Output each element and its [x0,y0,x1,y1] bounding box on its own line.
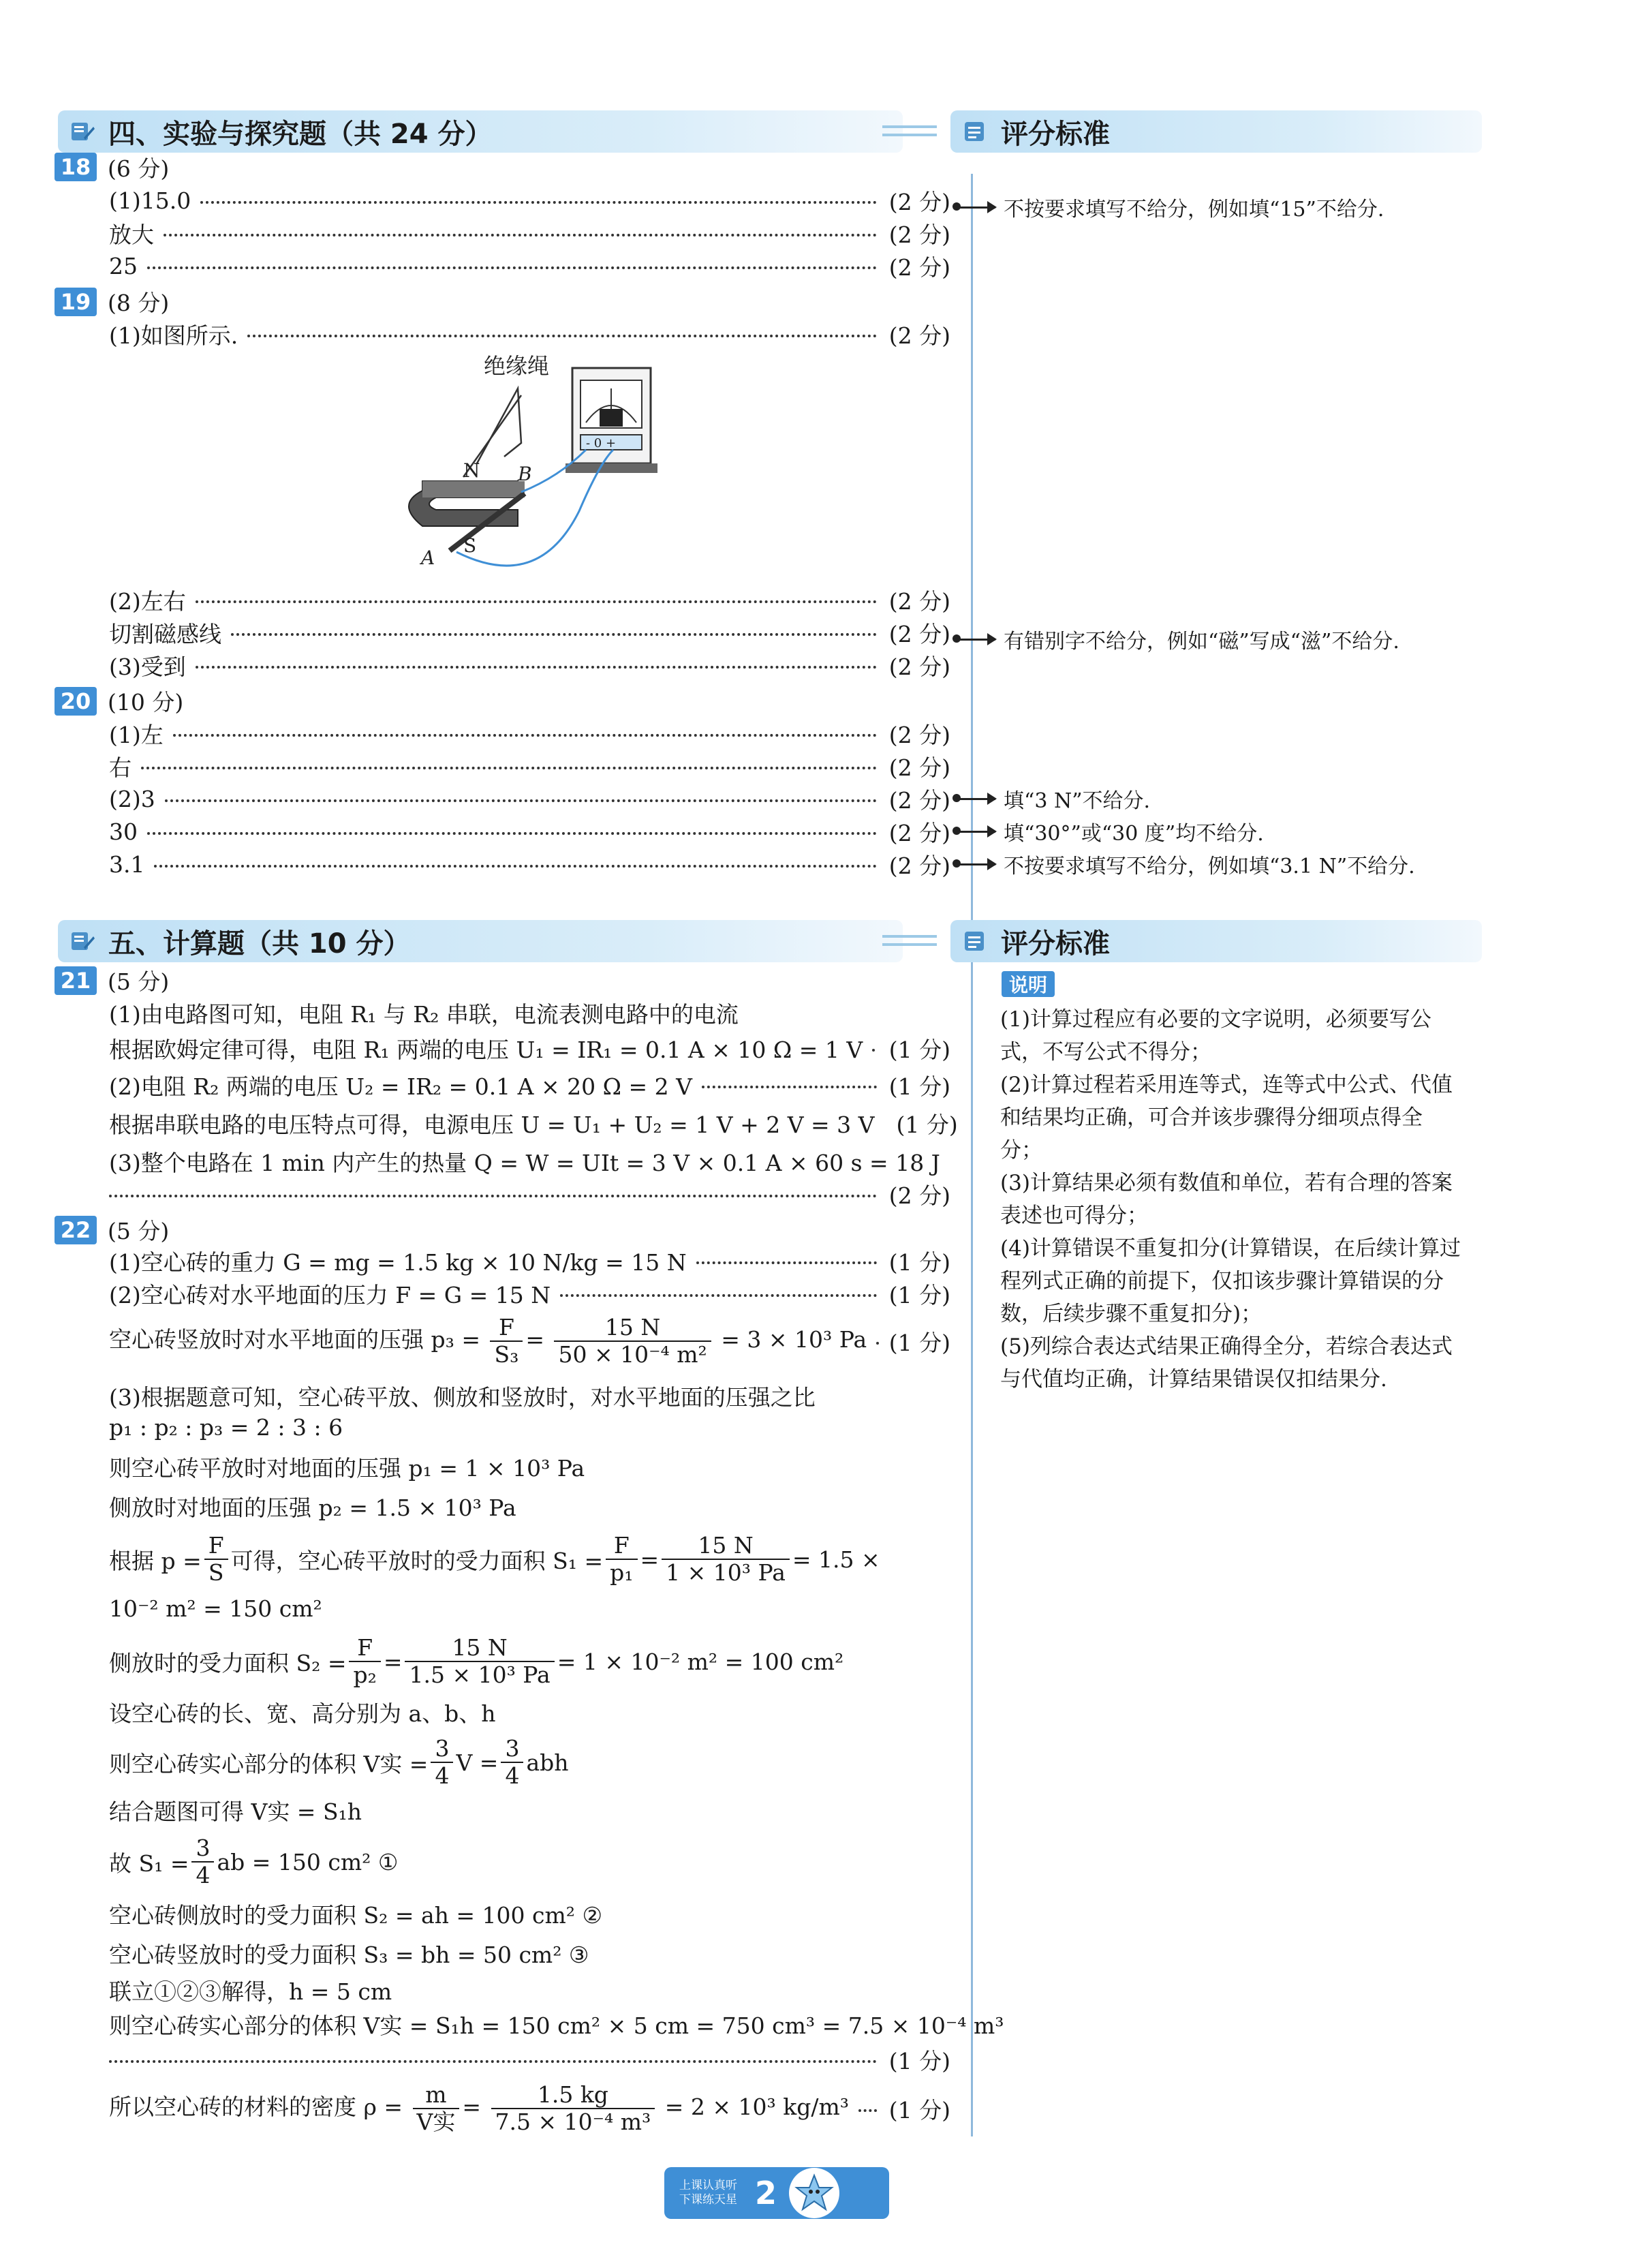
solution-line [109,2043,950,2076]
answer-line [109,184,950,217]
rule-item: (1)计算过程应有必要的文字说明，必须要写公式，不写公式不得分； [1000,1007,1431,1064]
dot-leader [702,1086,877,1088]
note-text: 不按要求填写不给分，例如填“3.1 N”不给分. [1004,855,1415,878]
dot-leader [164,234,877,236]
text-part: 根据 p = [109,1547,202,1574]
solution-line [109,1277,950,1310]
question-points: (8 分) [108,289,170,316]
fraction [349,1635,380,1688]
numerator: 3 [191,1835,214,1863]
question-number: 20 [55,687,97,716]
text-part: 侧放时的受力面积 S₂ = [109,1649,347,1676]
note-tag: 说明 [1002,971,1055,997]
column-divider [971,174,973,2136]
denominator: 1 × 10³ Pa [666,1559,786,1586]
arrow-icon [957,798,995,800]
text-part: 故 S₁ = [109,1850,189,1877]
solution-line: (3)整个电路在 1 min 内产生的热量 Q = W = UIt = 3 V × 0.1 A × 60 s = 18 J [109,1149,940,1176]
clipboard-icon [963,120,987,143]
question-number: 22 [55,1216,97,1244]
dot-leader [858,2109,877,2112]
rules-title: 评分标准 [1001,928,1110,960]
solution-line: 侧放时对地面的压强 p₂ = 1.5 × 10³ Pa [109,1494,516,1521]
divider-dash [882,134,937,136]
solution-line [109,2076,950,2141]
question-number: 21 [55,966,97,995]
answer-line [109,249,950,282]
figure-label-s: S [463,534,477,557]
rule-item: (3)计算结果必须有数值和单位，若有合理的答案表述也可得分； [1000,1171,1453,1228]
score: (2 分) [888,819,950,846]
solution-text: 根据欧姆定律可得，电阻 R₁ 两端的电压 U₁ = IR₁ = 0.1 A × 10 Ω = 1 V [109,1036,863,1063]
answer-text: 放大 [109,221,154,248]
solution-line: 空心砖竖放时的受力面积 S₃ = bh = 50 cm² ③ [109,1941,589,1968]
dot-leader [147,832,877,835]
solution-line: 侧放时的受力面积 S₂ = $\frac{F}{\text{p₂}}$ = $\frac{15 N}{\text{1.5 × 10³ Pa}}$ = 1 × 10⁻² m² = 100 cm² [109,1634,844,1688]
solution-line [109,1107,958,1139]
score: (2 分) [888,721,950,748]
svg-text:- 0 +: - 0 + [586,436,617,450]
solution-line [109,1730,569,1795]
solution-text: (2)空心砖对水平地面的压力 F = G = 15 N [109,1281,551,1308]
denominator: p₂ [353,1661,377,1688]
solution-line: 结合题图可得 V实 = S₁h [109,1798,362,1825]
denominator: S [208,1559,224,1586]
text-part: ab = 150 cm² ① [217,1848,399,1875]
dot-leader [109,2060,877,2063]
solution-line [109,1032,950,1064]
dot-leader [696,1261,877,1264]
page-footer [664,2167,889,2219]
denominator: 7.5 × 10⁻⁴ m³ [495,2109,651,2135]
question-number: 19 [55,288,97,316]
solution-line: 空心砖侧放时的受力面积 S₂ = ah = 100 cm² ② [109,1901,603,1929]
solution-text: 空心砖竖放时对水平地面的压强 p₃ = $\frac{F}{\text{S₃}}$ = $\frac{15 N}{\text{50 × 10⁻⁴ m²}}$ = 3 × 10³ Pa [109,1314,867,1368]
star-mascot-icon [794,2173,835,2213]
page-number: 2 [755,2175,777,2211]
text-part: 可得，空心砖平放时的受力面积 S₁ = [230,1547,604,1574]
grading-note [957,782,1150,815]
pencil-note-icon [70,120,95,143]
question-points: (6 分) [108,155,170,182]
section-5-title: 五、计算题（共 10 分） [108,928,411,960]
answer-line [109,782,950,815]
score: (1 分) [888,1036,950,1063]
fraction [204,1533,228,1586]
score: (2 分) [888,254,950,281]
numerator: 15 N [554,1315,711,1342]
solution-line [109,1069,950,1101]
solution-line: 则空心砖实心部分的体积 V实 = S₁h = 150 cm² × 5 cm = 750 cm³ = 7.5 × 10⁻⁴ m³ [109,2012,1004,2039]
denominator: S₃ [494,1341,519,1368]
score: (2 分) [888,653,950,680]
answer-text: 右 [109,754,131,781]
section-5-rules-header [950,920,1482,962]
fraction [662,1533,790,1586]
fraction [491,2082,655,2135]
score: (2 分) [888,188,950,215]
rule-item: (2)计算过程若采用连等式，连等式中公式、代值和结果均正确，可合并该步骤得分细项点得全分； [1000,1073,1453,1163]
denominator: 4 [505,1762,520,1789]
experiment-figure [382,348,668,579]
score: (1 分) [888,1281,950,1308]
score: (1 分) [888,1073,950,1100]
solution-line: 根据 p = $\frac{F}{S}$ 可得，空心砖平放时的受力面积 S₁ = $\frac{F}{\text{p₁}}$ = $\frac{15 N}{\text{1 × 10³ Pa}}$ = 1.5 × [109,1532,880,1586]
solution-line: (1)由电路图可知，电阻 R₁ 与 R₂ 串联，电流表测电路中的电流 [109,1000,739,1028]
denominator: 1.5 × 10³ Pa [409,1661,551,1688]
arrow-icon [957,831,995,833]
question-points: (5 分) [108,1217,170,1244]
text-part: = 1 × 10⁻² m² = 100 cm² [557,1648,844,1675]
figure-label-a: A [421,547,435,569]
dot-leader [154,865,876,868]
divider-dash [882,125,937,128]
numerator: F [606,1533,637,1560]
score: (2 分) [888,221,950,248]
numerator: m [413,2082,460,2109]
rule-item: (5)列综合表达式结果正确得全分，若综合表达式与代值均正确，计算结果错误仅扣结果分. [1000,1334,1453,1392]
answer-text: (3)受到 [109,653,186,680]
text-part: 则空心砖实心部分的体积 V实 = [109,1750,429,1777]
denominator: 50 × 10⁻⁴ m² [558,1341,707,1368]
solution-line [109,1829,398,1895]
fraction [405,1635,554,1688]
answer-line [109,750,950,782]
answer-line [109,717,950,750]
question-number: 18 [55,153,97,181]
text-part: V = [456,1749,499,1776]
dot-leader [173,734,877,737]
grading-note [957,848,1415,880]
answer-line [109,649,950,681]
pencil-note-icon [70,930,95,953]
answer-text: 切割磁感线 [109,620,221,647]
numerator: F [204,1533,228,1560]
solution-line [109,1178,950,1210]
numerator: 3 [501,1736,523,1763]
slogan-line: 上课认真听 [679,2179,737,2192]
dot-leader [872,1049,877,1052]
answer-line [109,217,950,249]
fraction [501,1736,523,1789]
score: (1 分) [888,1329,950,1356]
score: (2 分) [888,852,950,879]
question-points: (10 分) [108,688,184,716]
footer-slogan [679,2179,737,2207]
dot-leader [141,767,877,769]
section-4-rules-header [950,110,1482,153]
numerator: 15 N [662,1533,790,1560]
text-part: = 3 × 10³ Pa [721,1326,867,1353]
note-text: 填“30°”或“30 度”均不给分. [1004,822,1264,846]
score: (1 分) [888,1248,950,1276]
dot-leader [147,266,877,269]
dot-leader [196,600,877,603]
answer-text: (1)15.0 [109,187,191,214]
solution-line [109,1244,950,1277]
denominator: p₁ [610,1559,634,1586]
grading-note [957,815,1264,848]
section-5-header [58,920,903,962]
solution-line: 联立①②③解得，h = 5 cm [109,1978,392,2005]
answer-text: 25 [109,252,138,279]
denominator: 4 [196,1862,211,1888]
figure-label-n: N [463,459,480,482]
text-part: 所以空心砖的材料的密度 ρ = [109,2094,403,2120]
dot-leader [200,201,877,204]
fraction [606,1533,637,1586]
solution-line: 则空心砖平放时对地面的压强 p₁ = 1 × 10³ Pa [109,1454,585,1482]
dot-leader [109,1195,877,1197]
answer-line [109,848,950,880]
dot-leader [876,1342,877,1345]
solution-line [109,1308,950,1374]
fraction [191,1835,214,1888]
score: (1 分) [896,1111,958,1138]
fraction [413,2082,460,2135]
solution-text: 根据串联电路的电压特点可得，电源电压 U = U₁ + U₂ = 1 V + 2 V = 3 V [109,1111,875,1138]
solution-text: (2)电阻 R₂ 两端的电压 U₂ = IR₂ = 0.1 A × 20 Ω = 2 V [109,1073,692,1100]
text-part: abh [526,1749,569,1776]
score: (2 分) [888,754,950,781]
answer-line [109,318,950,350]
answer-text: (2)左右 [109,587,186,615]
figure-label-rope: 绝缘绳 [484,353,550,379]
fraction [431,1736,453,1789]
rules-title: 评分标准 [1001,118,1110,150]
answer-text: (1)如图所示. [109,322,238,349]
note-text: 有错别字不给分，例如“磁”写成“滋”不给分. [1004,630,1399,654]
answer-text: (1)左 [109,721,164,748]
answer-line [109,583,950,616]
score: (2 分) [888,620,950,647]
score: (2 分) [888,786,950,814]
solution-text: (1)空心砖的重力 G = mg = 1.5 kg × 10 N/kg = 15 N [109,1248,687,1276]
fraction [554,1315,711,1368]
solution-text: 所以空心砖的材料的密度 ρ = $\frac{m}{\text{V实}}$ = $\frac{1.5 kg}{\text{7.5 × 10⁻⁴ m³}}$ = 2 × 10³ kg/m³ [109,2081,850,2135]
question-points: (5 分) [108,968,170,995]
note-text: 不按要求填写不给分，例如填“15”不给分. [1004,198,1384,221]
dot-leader [196,666,877,669]
solution-line: 设空心砖的长、宽、高分别为 a、b、h [109,1700,496,1727]
denominator: V实 [416,2109,456,2135]
solution-line: (3)根据题意可知，空心砖平放、侧放和竖放时，对水平地面的压强之比 [109,1383,816,1411]
answer-text: 30 [109,818,138,845]
mascot-icon [789,2168,839,2218]
figure-label-b: B [518,463,532,485]
arrow-icon [957,863,995,865]
numerator: 3 [431,1736,453,1763]
answer-line [109,616,950,649]
text-part: = 2 × 10³ kg/m³ [664,2094,850,2120]
rule-item: (4)计算错误不重复扣分(计算错误，在后续计算过程列式正确的前提下，仅扣该步骤计算错误的分数，后续步骤不重复扣分)； [1000,1236,1461,1326]
numerator: F [490,1315,523,1342]
solution-line: 10⁻² m² = 150 cm² [109,1595,322,1622]
answer-text: (2)3 [109,785,155,812]
numerator: F [349,1635,380,1662]
dot-leader [560,1294,877,1297]
score: (2 分) [888,1182,950,1209]
clipboard-icon [963,930,987,953]
section-4-title: 四、实验与探究题（共 24 分） [108,118,493,150]
grading-note [957,623,1399,656]
grading-note [957,191,1384,224]
divider-dash [882,935,937,938]
text-part: 空心砖竖放时对水平地面的压强 p₃ = [109,1326,480,1353]
score: (2 分) [888,322,950,349]
score: (1 分) [888,2047,950,2074]
dot-leader [231,633,877,636]
score: (2 分) [888,587,950,615]
score: (1 分) [888,2096,950,2124]
divider-dash [882,943,937,946]
answer-line [109,815,950,848]
answer-text: 3.1 [109,850,145,878]
slogan-line: 下课练天星 [679,2193,737,2207]
dot-leader [247,335,877,337]
numerator: 15 N [405,1635,554,1662]
text-part: = 1.5 × [792,1546,880,1573]
dot-leader [165,799,877,802]
arrow-icon [957,206,995,209]
denominator: 4 [435,1762,450,1789]
solution-line: p₁ : p₂ : p₃ = 2 : 3 : 6 [109,1413,343,1441]
arrow-icon [957,639,995,641]
note-text: 填“3 N”不给分. [1004,789,1151,813]
fraction [490,1315,523,1368]
numerator: 1.5 kg [491,2082,655,2109]
section-4-header [58,110,903,153]
